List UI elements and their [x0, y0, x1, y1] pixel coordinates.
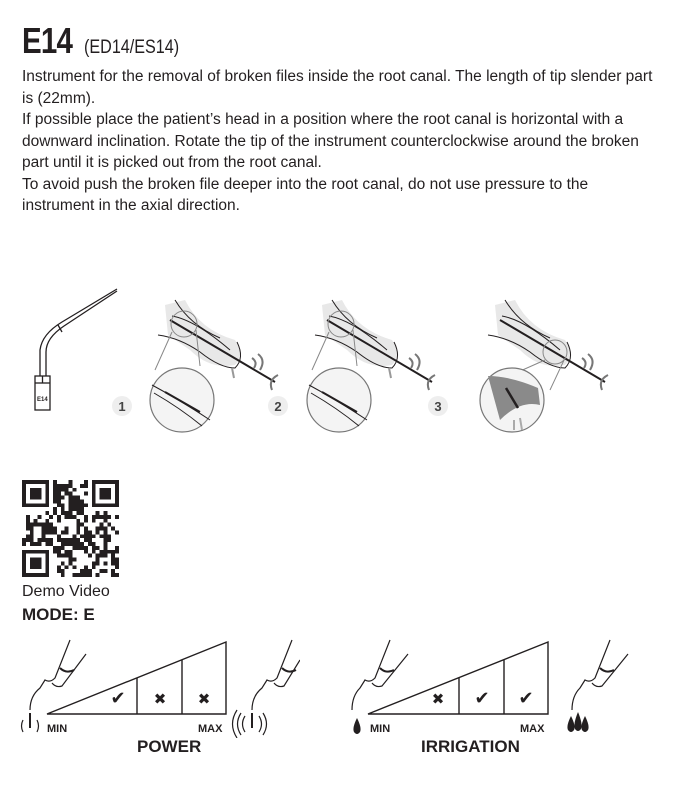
irrigation-level-1-mark: ✖	[431, 690, 445, 708]
step-number: 2	[274, 399, 282, 414]
description-paragraph: To avoid push the broken file deeper into the root canal, do not use pressure to the instrument in the axial direction.	[22, 175, 589, 214]
power-min-label: MIN	[47, 723, 68, 735]
power-level-1-mark: ✔	[110, 688, 126, 709]
handpiece-high-icon	[233, 640, 301, 738]
instrument-title	[22, 20, 196, 62]
step-number: 1	[118, 399, 126, 414]
usage-illustration	[0, 280, 678, 440]
mode-label: MODE: E	[22, 605, 95, 624]
instrument-tip-drawing	[35, 289, 117, 410]
handpiece-low-water-icon	[352, 640, 408, 710]
irrigation-min-label: MIN	[370, 723, 391, 735]
irrigation-title: IRRIGATION	[421, 737, 520, 756]
instrument-variants: (ED14/ES14)	[84, 37, 180, 58]
multiple-drops-icon	[567, 712, 588, 732]
description-paragraph: Instrument for the removal of broken files inside the root canal. The length of tip slender part is (22mm).	[22, 68, 653, 107]
irrigation-gauge	[330, 628, 640, 738]
irrigation-level-2-mark: ✔	[474, 688, 490, 709]
power-title: POWER	[137, 737, 202, 756]
qr-label: Demo Video	[22, 583, 110, 600]
step-3-drawing	[480, 300, 608, 432]
power-max-label: MAX	[198, 723, 223, 735]
step-2-drawing	[307, 300, 435, 432]
demo-video-qr-code[interactable]	[22, 480, 119, 577]
instrument-code: E14	[22, 20, 73, 61]
power-gauge	[0, 628, 300, 738]
handpiece-low-icon	[22, 640, 87, 732]
instrument-description	[22, 66, 662, 217]
description-paragraph: If possible place the patient’s head in a position where the root canal is horizontal with a downward inclination. Rotate the tip of the instrument counterclockwise around the broken part until it is picked out from the root canal.	[22, 111, 639, 171]
tip-label: E14	[37, 397, 48, 403]
step-1-drawing	[150, 300, 278, 432]
handpiece-high-water-icon	[572, 640, 628, 710]
irrigation-max-label: MAX	[520, 723, 545, 735]
irrigation-level-3-mark: ✔	[518, 688, 534, 709]
power-level-3-mark: ✖	[197, 690, 211, 708]
single-drop-icon	[353, 718, 360, 734]
step-number: 3	[434, 399, 442, 414]
power-level-2-mark: ✖	[153, 690, 167, 708]
